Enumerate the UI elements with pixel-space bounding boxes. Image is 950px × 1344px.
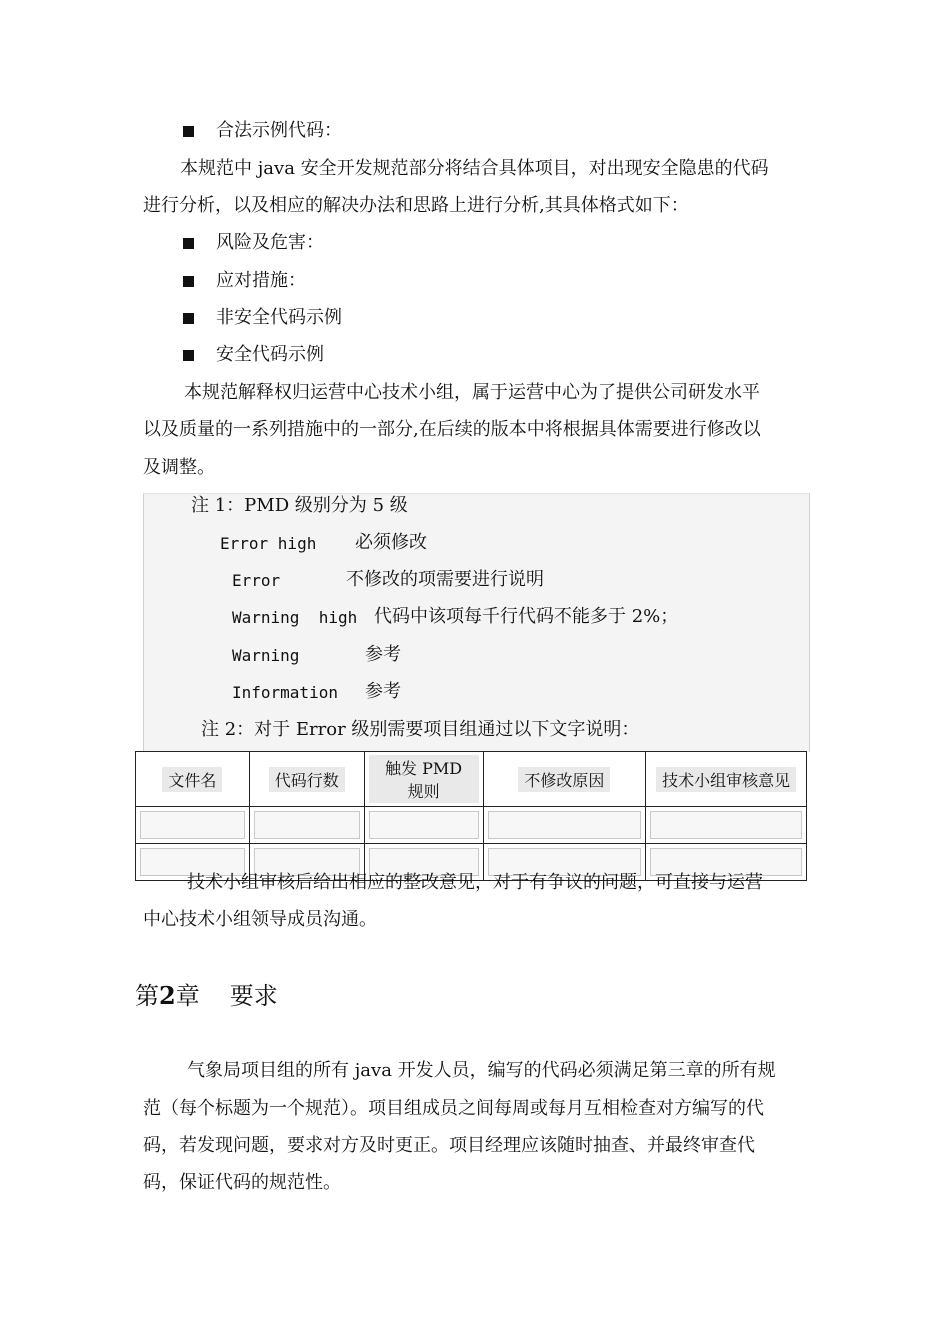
level-name: Information <box>232 683 338 702</box>
level-desc: 必须修改 <box>355 532 427 553</box>
level-name: Error high <box>220 534 317 553</box>
paragraph-line: 码，保证代码的规范性。 <box>143 1172 341 1193</box>
bullet-item: 应对措施： <box>216 270 306 291</box>
table-cell <box>364 807 483 844</box>
level-desc: 参考 <box>365 644 401 665</box>
bullet-item: 非安全代码示例 <box>216 307 342 328</box>
table-cell <box>136 807 250 844</box>
paragraph-line: 中心技术小组领导成员沟通。 <box>143 909 377 930</box>
level-name: Warning <box>232 646 300 665</box>
review-table <box>135 751 807 881</box>
paragraph-line: 进行分析，以及相应的解决办法和思路上进行分析,其具体格式如下： <box>143 195 689 216</box>
level-name: Warning high <box>232 608 358 627</box>
review-opinion-field[interactable] <box>650 811 802 839</box>
bullet-square-icon <box>183 276 194 287</box>
paragraph-line: 技术小组审核后给出相应的整改意见，对于有争议的问题，可直接与运营 <box>187 872 763 893</box>
chapter-heading <box>135 976 278 1011</box>
bullet-square-icon <box>183 126 194 137</box>
level-desc: 代码中该项每千行代码不能多于 2%； <box>374 606 679 627</box>
chapter-prefix: 第 <box>135 982 159 1010</box>
header-code-lines: 代码行数 <box>269 767 345 792</box>
table-header-cell <box>249 752 364 807</box>
bullet-item: 安全代码示例 <box>216 344 324 365</box>
bullet-square-icon <box>183 238 194 249</box>
table-header-row <box>136 752 807 807</box>
chapter-title: 要求 <box>229 982 278 1010</box>
paragraph-line: 以及质量的一系列措施中的一部分,在后续的版本中将根据具体需要进行修改以 <box>143 419 761 440</box>
pmd-rule-field[interactable] <box>369 811 479 839</box>
chapter-suffix: 章 <box>175 982 200 1010</box>
header-pmd-rule: 触发 PMD 规则 <box>369 755 479 803</box>
table-header-cell <box>483 752 646 807</box>
bullet-item: 合法示例代码： <box>216 120 342 141</box>
table-header-cell <box>364 752 483 807</box>
note-2: 注 2：对于 Error 级别需要项目组通过以下文字说明： <box>201 719 640 740</box>
level-desc: 参考 <box>365 681 401 702</box>
bullet-square-icon <box>183 350 194 361</box>
level-name: Error <box>232 571 281 590</box>
paragraph-line: 范（每个标题为一个规范）。项目组成员之间每周或每月互相检查对方编写的代 <box>143 1098 764 1119</box>
table-cell <box>483 807 646 844</box>
table-row <box>136 807 807 844</box>
level-desc: 不修改的项需要进行说明 <box>346 569 544 590</box>
table-cell <box>646 807 807 844</box>
table-cell <box>249 807 364 844</box>
paragraph-line: 及调整。 <box>143 457 215 478</box>
table-header-cell <box>646 752 807 807</box>
reason-field[interactable] <box>488 811 642 839</box>
code-lines-field[interactable] <box>254 811 360 839</box>
bullet-square-icon <box>183 313 194 324</box>
header-review-opinion: 技术小组审核意见 <box>656 767 796 792</box>
table-header-cell <box>136 752 250 807</box>
chapter-number: 2 <box>159 981 176 1010</box>
paragraph-line: 码，若发现问题，要求对方及时更正。项目经理应该随时抽查、并最终审查代 <box>143 1135 755 1156</box>
bullet-item: 风险及危害： <box>216 232 324 253</box>
file-name-field[interactable] <box>140 811 245 839</box>
paragraph-line: 本规范解释权归运营中心技术小组，属于运营中心为了提供公司研发水平 <box>184 382 760 403</box>
header-file-name: 文件名 <box>162 767 222 792</box>
paragraph-line: 气象局项目组的所有 java 开发人员，编写的代码必须满足第三章的所有规 <box>187 1060 776 1081</box>
note-1: 注 1：PMD 级别分为 5 级 <box>191 495 408 516</box>
paragraph-line: 本规范中 java 安全开发规范部分将结合具体项目，对出现安全隐患的代码 <box>180 158 769 179</box>
header-reason: 不修改原因 <box>518 767 610 792</box>
